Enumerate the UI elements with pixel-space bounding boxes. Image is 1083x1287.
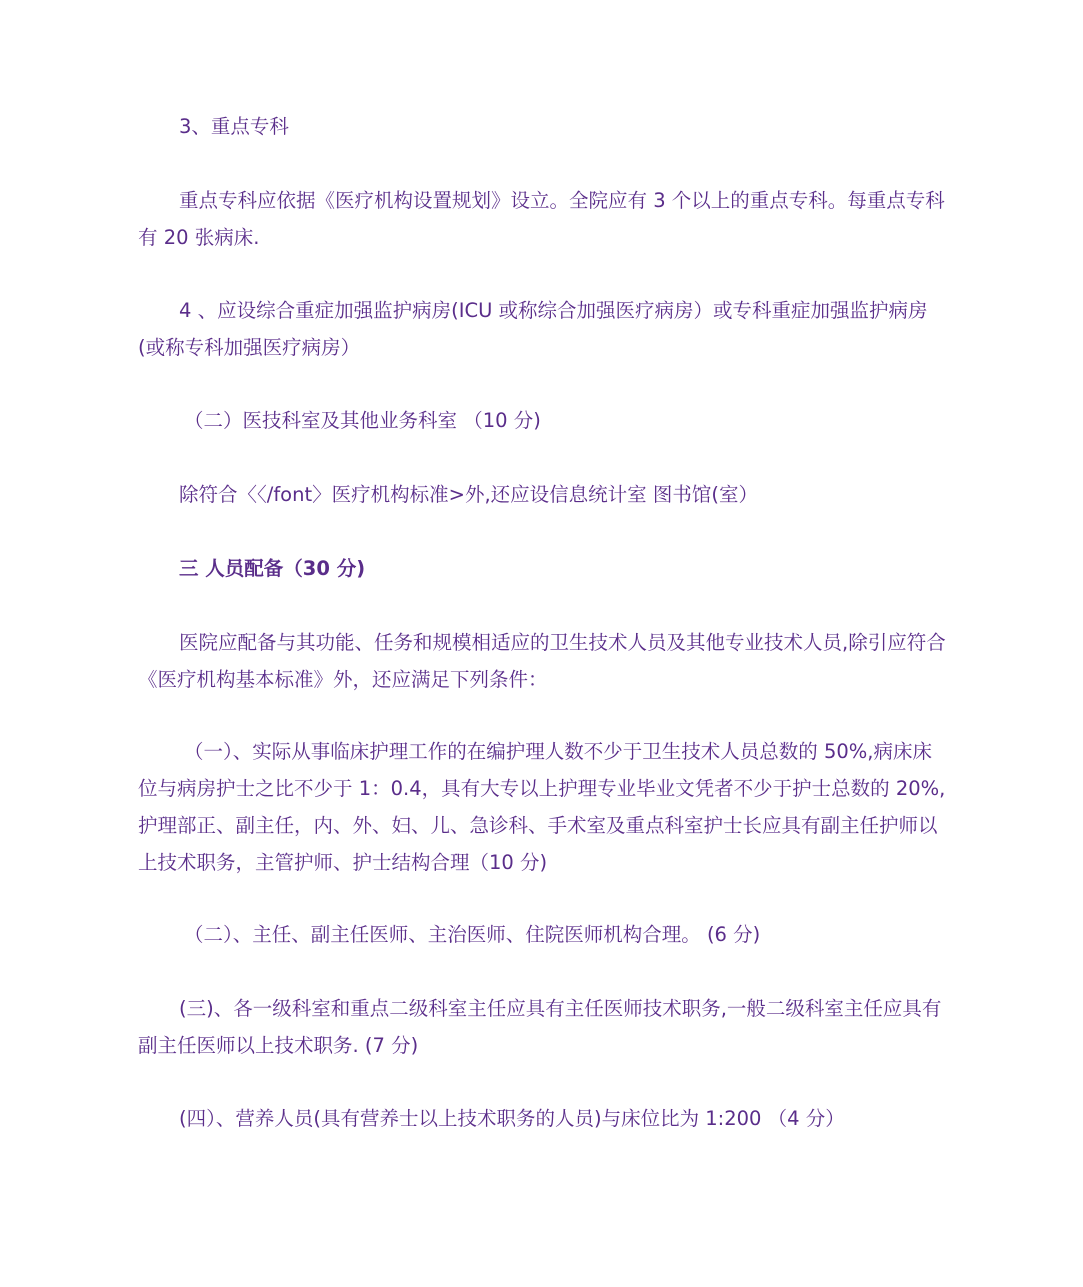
paragraph-physician-structure: （二）、主任、副主任医师、主治医师、住院医师机构合理。 (6 分) [184, 923, 761, 946]
paragraph-department-directors: (三)、各一级科室和重点二级科室主任应具有主任医师技术职务,一般二级科室主任应具有副主任医师以上技术职务. (7 分) [138, 997, 942, 1057]
heading-medical-tech-departments: （二）医技科室及其他业务科室 （10 分) [184, 409, 541, 432]
heading-key-specialty: 3、重点专科 [179, 115, 289, 138]
heading-staffing: 三 人员配备（30 分) [179, 557, 366, 580]
paragraph-nursing-staff: （一）、实际从事临床护理工作的在编护理人数不少于卫生技术人员总数的 50%,病床床位与病房护士之比不少于 1：0.4，具有大专以上护理专业毕业文凭者不少于护士总数的 20%, 护理部正、副主任，内、外、妇、儿、急诊科、手术室及重点科室护士长应具有副主任护师以上技术职务，主管护师、护士结构合理（10 分) [138, 740, 946, 874]
paragraph-key-specialty: 重点专科应依据《医疗机构设置规划》设立。全院应有 3 个以上的重点专科。每重点专科有 20 张病床. [138, 189, 945, 249]
paragraph-information-statistics: 除符合〈〈/font〉医疗机构标准>外,还应设信息统计室 图书馆(室） [179, 483, 758, 506]
paragraph-staffing-intro: 医院应配备与其功能、任务和规模相适应的卫生技术人员及其他专业技术人员,除引应符合《医疗机构基本标准》外，还应满足下列条件： [138, 631, 946, 691]
paragraph-nutrition-staff: (四）、营养人员(具有营养士以上技术职务的人员)与床位比为 1:200 （4 分） [179, 1107, 845, 1130]
paragraph-icu: 4 、应设综合重症加强监护病房(ICU 或称综合加强医疗病房）或专科重症加强监护病房(或称专科加强医疗病房） [138, 299, 928, 359]
